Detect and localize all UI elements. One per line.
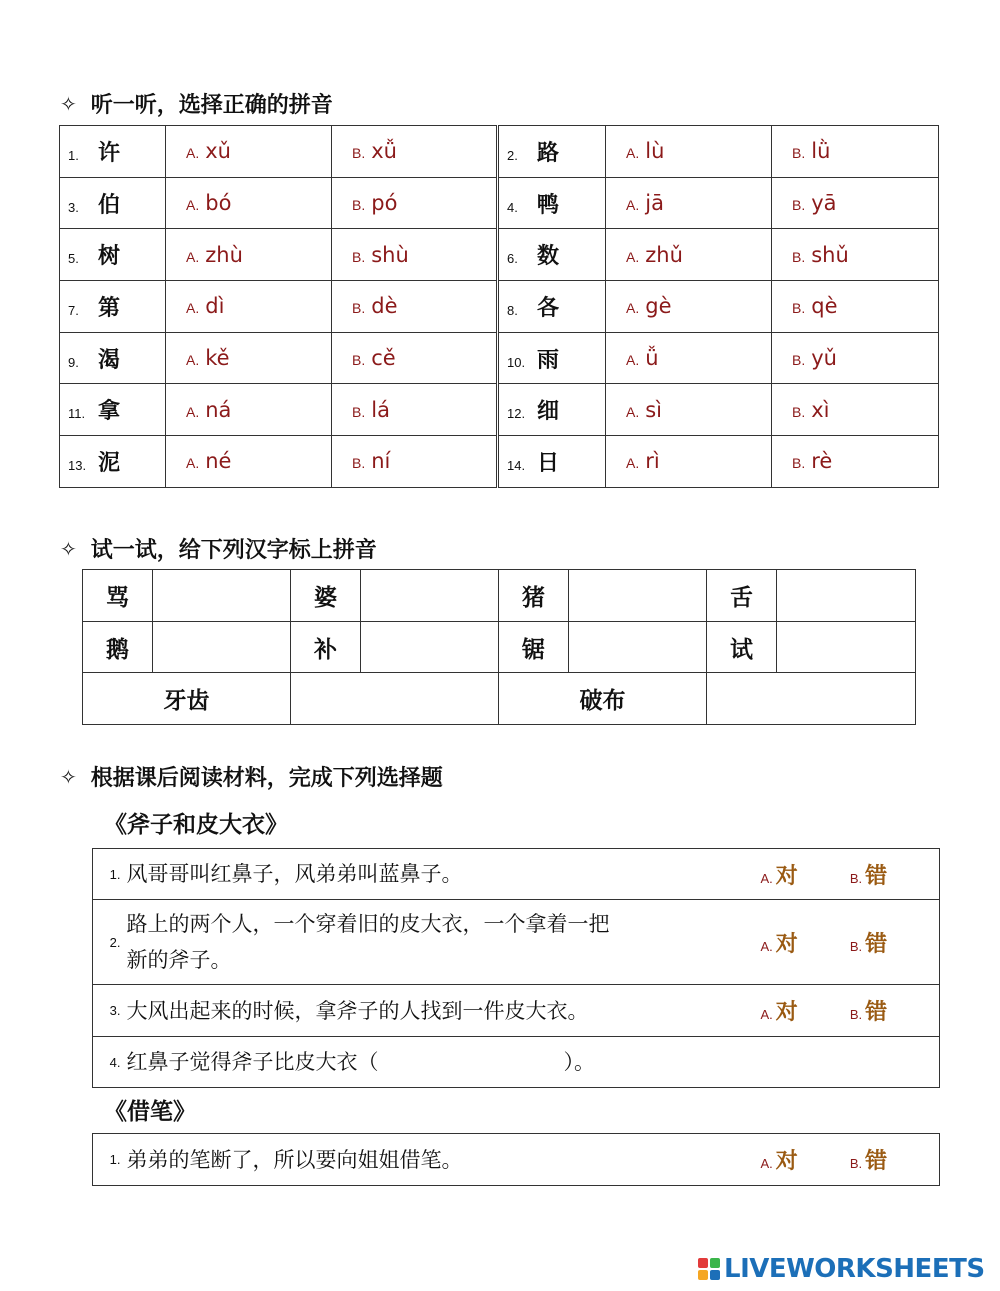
question-row: [93, 1134, 940, 1186]
option-b[interactable]: B. xǚ: [332, 126, 498, 178]
question-cell: [60, 436, 166, 488]
section2-heading: [60, 533, 377, 564]
pinyin-answer-field[interactable]: [153, 621, 291, 673]
pinyin-option: gè: [645, 294, 672, 319]
question-number: 2.: [93, 900, 127, 985]
option-a[interactable]: A. lù: [606, 126, 772, 178]
question-cell: [60, 281, 166, 333]
option-a[interactable]: A. dì: [166, 281, 332, 333]
question-row: [93, 849, 940, 900]
question-number: 3.: [93, 985, 127, 1037]
option-b[interactable]: B. yā: [772, 177, 939, 229]
pinyin-answer-field[interactable]: [153, 570, 291, 622]
pinyin-option: rì: [645, 449, 660, 474]
question-cell: [498, 177, 606, 229]
question-number: 10.: [507, 354, 526, 370]
pinyin-option: yā: [811, 191, 837, 216]
table-row: [60, 384, 939, 436]
option-a[interactable]: A. gè: [606, 281, 772, 333]
hanzi-character: 雨: [537, 346, 560, 373]
hanzi-cell: 锯: [499, 621, 569, 673]
question-number: 11.: [68, 406, 86, 422]
hanzi-cell: 鹅: [83, 621, 153, 673]
story1-title: 《斧子和皮大衣》: [104, 811, 288, 838]
pinyin-option: dì: [205, 294, 225, 319]
liveworksheets-logo: [698, 1254, 985, 1284]
question-number: 7.: [68, 302, 79, 318]
pinyin-option: pó: [371, 191, 398, 216]
brand-name: LIVEWORKSHEETS: [724, 1254, 985, 1284]
option-true[interactable]: A. 对: [760, 1148, 798, 1174]
pinyin-answer-field[interactable]: [361, 570, 499, 622]
hanzi-cell: 试: [707, 621, 777, 673]
question-text: 弟弟的笔断了，所以要向姐姐借笔。: [127, 1134, 761, 1186]
hanzi-character: 各: [537, 294, 560, 321]
option-b[interactable]: B. shǔ: [772, 229, 939, 281]
option-b[interactable]: B. ní: [332, 436, 498, 488]
question-cell: [60, 126, 166, 178]
option-a[interactable]: A. jā: [606, 177, 772, 229]
table-row: [60, 177, 939, 229]
question-row: [93, 1037, 940, 1088]
pinyin-answer-field[interactable]: [707, 673, 916, 725]
table-row: [83, 673, 916, 725]
question-number: 3.: [68, 199, 79, 215]
story2-question-table: [92, 1133, 940, 1186]
pinyin-option: xǚ: [371, 139, 397, 164]
question-number: 12.: [507, 406, 526, 422]
option-a[interactable]: A. ná: [166, 384, 332, 436]
pinyin-answer-field[interactable]: [777, 570, 916, 622]
table-row: [60, 436, 939, 488]
hanzi-character: 泥: [98, 449, 121, 476]
question-number: 1.: [93, 849, 127, 900]
hanzi-character: 许: [98, 139, 121, 166]
table-row: [83, 621, 916, 673]
pinyin-option: zhù: [205, 242, 243, 267]
section1-heading: [60, 88, 333, 119]
option-true[interactable]: A. 对: [760, 999, 798, 1025]
true-false-choices: [761, 849, 940, 900]
question-number: 4.: [93, 1037, 127, 1088]
pinyin-option: lù: [645, 139, 665, 164]
question-cell: [498, 436, 606, 488]
hanzi-cell: 破布: [499, 673, 707, 725]
option-b[interactable]: B. dè: [332, 281, 498, 333]
write-pinyin-table: [82, 569, 916, 725]
story2-title: 《借笔》: [104, 1098, 196, 1125]
pinyin-answer-field[interactable]: [361, 621, 499, 673]
pinyin-option: ná: [205, 397, 232, 422]
question-number: 9.: [68, 354, 79, 370]
option-b[interactable]: B. lá: [332, 384, 498, 436]
hanzi-cell: 骂: [83, 570, 153, 622]
hanzi-character: 渴: [98, 346, 121, 373]
hanzi-character: 鸭: [537, 191, 560, 218]
hanzi-cell: 补: [291, 621, 361, 673]
true-false-choices: [761, 985, 940, 1037]
option-false[interactable]: B. 错: [849, 930, 888, 957]
option-b[interactable]: B. lǜ: [772, 126, 939, 178]
question-cell: [498, 332, 606, 384]
section3-title: 根据课后阅读材料，完成下列选择题: [90, 765, 443, 791]
pinyin-option: xì: [811, 397, 830, 422]
pinyin-option: xǔ: [205, 139, 231, 164]
option-true[interactable]: A. 对: [760, 862, 798, 889]
hanzi-character: 日: [537, 449, 560, 476]
hanzi-character: 数: [537, 243, 560, 270]
question-number: 4.: [507, 199, 518, 215]
table-row: [60, 332, 939, 384]
sparkle-icon: ✧: [60, 536, 77, 561]
story1-question-table: [92, 848, 940, 1088]
question-cell: [498, 281, 606, 333]
hanzi-character: 伯: [98, 191, 121, 218]
option-b[interactable]: B. shù: [332, 229, 498, 281]
hanzi-character: 路: [537, 139, 560, 166]
pinyin-option: lǜ: [811, 139, 831, 164]
pinyin-option: cě: [371, 346, 396, 371]
question-text: 路上的两个人，一个穿着旧的皮大衣，一个拿着一把 新的斧子。: [127, 900, 761, 985]
option-false[interactable]: B. 错: [849, 862, 888, 889]
hanzi-character: 第: [98, 294, 121, 321]
true-false-choices: [761, 900, 940, 985]
pinyin-option: rè: [811, 449, 833, 474]
question-cell: [498, 384, 606, 436]
question-number: 1.: [68, 147, 79, 163]
question-text: 大风出起来的时候，拿斧子的人找到一件皮大衣。: [127, 985, 761, 1037]
liveworksheets-icon: [698, 1258, 720, 1280]
option-false[interactable]: B. 错: [849, 1148, 888, 1174]
option-b[interactable]: B. cě: [332, 332, 498, 384]
question-number: 8.: [507, 302, 518, 318]
question-cell: [498, 229, 606, 281]
pinyin-answer-field[interactable]: [569, 570, 707, 622]
pinyin-option: yǔ: [811, 346, 837, 371]
option-a[interactable]: A. bó: [166, 177, 332, 229]
question-number: 1.: [93, 1134, 127, 1186]
question-cell: [60, 384, 166, 436]
option-a[interactable]: A. zhù: [166, 229, 332, 281]
option-a[interactable]: A. ǚ: [606, 332, 772, 384]
hanzi-cell: 猪: [499, 570, 569, 622]
pinyin-answer-field[interactable]: [569, 621, 707, 673]
table-row: [60, 281, 939, 333]
question-number: 5.: [68, 251, 79, 267]
true-false-choices: [761, 1134, 940, 1186]
pinyin-answer-field[interactable]: [291, 673, 499, 725]
pinyin-option: lá: [371, 397, 390, 422]
question-number: 6.: [507, 251, 518, 267]
option-false[interactable]: B. 错: [849, 999, 888, 1025]
pinyin-option: sì: [645, 397, 663, 422]
section3-heading: [60, 761, 443, 792]
hanzi-cell: 牙齿: [83, 673, 291, 725]
hanzi-character: 细: [537, 398, 560, 425]
question-cell: [60, 177, 166, 229]
option-b[interactable]: B. qè: [772, 281, 939, 333]
option-true[interactable]: A. 对: [760, 930, 798, 957]
question-cell: [60, 332, 166, 384]
pinyin-choice-table: [59, 125, 939, 488]
question-row: [93, 985, 940, 1037]
option-b[interactable]: B. rè: [772, 436, 939, 488]
question-number: 13.: [68, 457, 87, 473]
pinyin-option: bó: [205, 191, 232, 216]
hanzi-character: 树: [98, 243, 121, 270]
table-row: [60, 229, 939, 281]
question-text: 红鼻子觉得斧子比皮大衣（ ）。: [127, 1037, 940, 1088]
option-a[interactable]: A. sì: [606, 384, 772, 436]
option-b[interactable]: B. xì: [772, 384, 939, 436]
pinyin-option: qè: [811, 294, 838, 319]
pinyin-option: kě: [205, 346, 230, 371]
pinyin-option: jā: [645, 191, 664, 216]
pinyin-option: dè: [371, 294, 398, 319]
option-a[interactable]: A. zhǔ: [606, 229, 772, 281]
pinyin-answer-field[interactable]: [777, 621, 916, 673]
table-row: [60, 126, 939, 178]
pinyin-option: ǚ: [645, 346, 659, 371]
question-row: [93, 900, 940, 985]
pinyin-option: shù: [371, 242, 409, 267]
sparkle-icon: ✧: [60, 764, 77, 789]
question-number: 2.: [507, 147, 518, 163]
table-row: [83, 570, 916, 622]
pinyin-option: zhǔ: [645, 242, 683, 267]
section1-title: 听一听，选择正确的拼音: [90, 92, 333, 118]
sparkle-icon: ✧: [60, 91, 77, 116]
question-cell: [60, 229, 166, 281]
section2-title: 试一试，给下列汉字标上拼音: [90, 537, 377, 563]
option-a[interactable]: A. xǔ: [166, 126, 332, 178]
question-cell: [498, 126, 606, 178]
option-b[interactable]: B. yǔ: [772, 332, 939, 384]
hanzi-character: 拿: [98, 398, 121, 425]
option-a[interactable]: A. né: [166, 436, 332, 488]
question-text: 风哥哥叫红鼻子，风弟弟叫蓝鼻子。: [127, 849, 761, 900]
option-a[interactable]: A. rì: [606, 436, 772, 488]
option-b[interactable]: B. pó: [332, 177, 498, 229]
pinyin-option: ní: [371, 449, 391, 474]
hanzi-cell: 舌: [707, 570, 777, 622]
question-number: 14.: [507, 457, 526, 473]
hanzi-cell: 婆: [291, 570, 361, 622]
pinyin-option: shǔ: [811, 242, 849, 267]
option-a[interactable]: A. kě: [166, 332, 332, 384]
pinyin-option: né: [205, 449, 232, 474]
